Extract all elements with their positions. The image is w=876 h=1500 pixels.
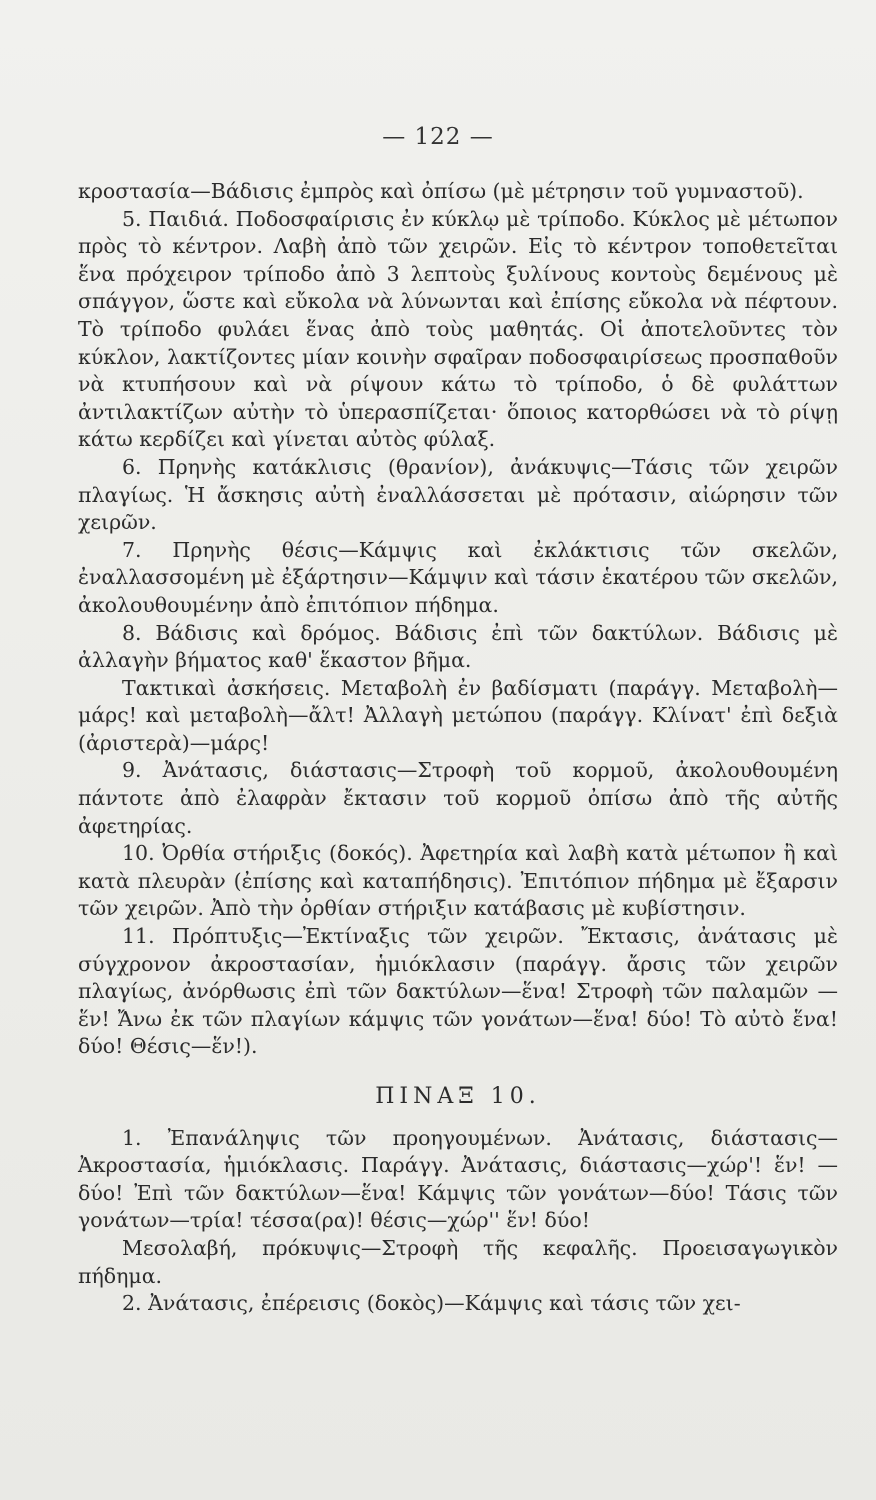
paragraph: 6. Πρηνὴς κατάκλισις (θρανίον), ἀνάκυψις—Τάσις τῶν χειρῶν πλαγίως. Ἡ ἄσκησις αὐτὴ ἐναλλάσσεται μὲ πρότασιν, αἰώρησιν τῶν χειρῶν.	[78, 454, 838, 535]
paragraph: Μεσολαβή, πρόκυψις—Στροφὴ τῆς κεφαλῆς. Προεισαγωγικὸν πήδημα.	[78, 1235, 838, 1288]
paragraph: 9. Ἀνάτασις, διάστασις—Στροφὴ τοῦ κορμοῦ, ἀκολουθουμένη πάντοτε ἀπὸ ἐλαφρὰν ἔκτασιν τοῦ κορμοῦ ὀπίσω ἀπὸ τῆς αὐτῆς ἀφετηρίας.	[78, 758, 838, 838]
table-heading: ΠΙΝΑΞ 10.	[375, 1084, 541, 1109]
page-body	[78, 178, 838, 1318]
paragraph: κροστασία—Βάδισις ἐμπρὸς καὶ ὀπίσω (μὲ μέτρησιν τοῦ γυμναστοῦ).	[78, 179, 804, 203]
page-number: — 122 —	[382, 124, 494, 150]
paragraph: Τακτικαὶ ἀσκήσεις. Μεταβολὴ ἐν βαδίσματι (παράγγ. Μεταβολὴ—μάρς! καὶ μεταβολὴ—ἄλτ! Ἀλλαγὴ μετώπου (παράγγ. Κλίνατ' ἐπὶ δεξιὰ (ἀριστερὰ)—μάρς!	[78, 675, 838, 755]
paragraph: 10. Ὀρθία στήριξις (δοκός). Ἀφετηρία καὶ λαβὴ κατὰ μέτωπον ἢ καὶ κατὰ πλευρὰν (ἐπίσης καὶ καταπήδησις). Ἐπιτόπιον πήδημα μὲ ἔξαρσιν τῶν χειρῶν. Ἀπὸ τὴν ὀρθίαν στήριξιν κατάβασις μὲ κυβίστησιν.	[78, 841, 838, 921]
paragraph: 2. Ἀνάτασις, ἐπέρεισις (δοκὸς)—Κάμψις καὶ τάσις τῶν χει-	[122, 1291, 741, 1316]
paragraph: 8. Βάδισις καὶ δρόμος. Βάδισις ἐπὶ τῶν δακτύλων. Βάδισις μὲ ἀλλαγὴν βήματος καθ' ἕκαστον βῆμα.	[78, 620, 838, 673]
paragraph: 1. Ἐπανάληψις τῶν προηγουμένων. Ἀνάτασις, διάστασις—Ἀκροστασία, ἡμιόκλασις. Παράγγ. Ἀνάτασις, διάστασις—χώρ'! ἕν! —δύο! Ἐπὶ τῶν δακτύλων—ἕνα! Κάμψις τῶν γονάτων—δύο! Τάσις τῶν γονάτων—τρία! τέσσα(ρα)! θέσις—χώρ'' ἕν! δύο!	[78, 1125, 838, 1233]
paragraph: 11. Πρόπτυξις—Ἐκτίναξις τῶν χειρῶν. Ἔκτασις, ἀνάτασις μὲ σύγχρονον ἀκροστασίαν, ἡμιόκλασιν (παράγγ. ἄρσις τῶν χειρῶν πλαγίως, ἀνόρθωσις ἐπὶ τῶν δακτύλων—ἕνα! Στροφὴ τῶν παλαμῶν —ἕν! Ἄνω ἐκ τῶν πλαγίων κάμψις τῶν γονάτων—ἕνα! δύο! Τὸ αὐτὸ ἕνα! δύο! Θέσις—ἕν!).	[78, 924, 838, 1059]
paragraph: 5. Παιδιά. Ποδοσφαίρισις ἐν κύκλῳ μὲ τρίποδο. Κύκλος μὲ μέτωπον πρὸς τὸ κέντρον. Λαβὴ ἀπὸ τῶν χειρῶν. Εἰς τὸ κέντρον τοποθετεῖται ἕνα πρόχειρον τρίποδο ἀπὸ 3 λεπτοὺς ξυλίνους κοντοὺς δεμένους μὲ σπάγγον, ὥστε καὶ εὔκολα νὰ λύνωνται καὶ ἐπίσης εὔκολα νὰ πέφτουν. Τὸ τρίποδο φυλάει ἕνας ἀπὸ τοὺς μαθητάς. Οἱ ἀποτελοῦντες τὸν κύκλον, λακτίζοντες μίαν κοινὴν σφαῖραν ποδοσφαιρίσεως προσπαθοῦν νὰ κτυπήσουν καὶ νὰ ρίψουν κάτω τὸ τρίποδο, ὁ δὲ φυλάττων ἀντιλακτίζων αὐτὴν τὸ ὑπερασπίζεται· ὅποιος κατορθώσει νὰ τὸ ρίψῃ κάτω κερδίζει καὶ γίνεται αὐτὸς φύλαξ.	[78, 206, 838, 452]
paragraph: 7. Πρηνὴς θέσις—Κάμψις καὶ ἐκλάκτισις τῶν σκελῶν, ἐναλλασσομένη μὲ ἐξάρτησιν—Κάμψιν καὶ τάσιν ἑκατέρου τῶν σκελῶν, ἀκολουθουμένην ἀπὸ ἐπιτόπιον πήδημα.	[78, 537, 838, 617]
